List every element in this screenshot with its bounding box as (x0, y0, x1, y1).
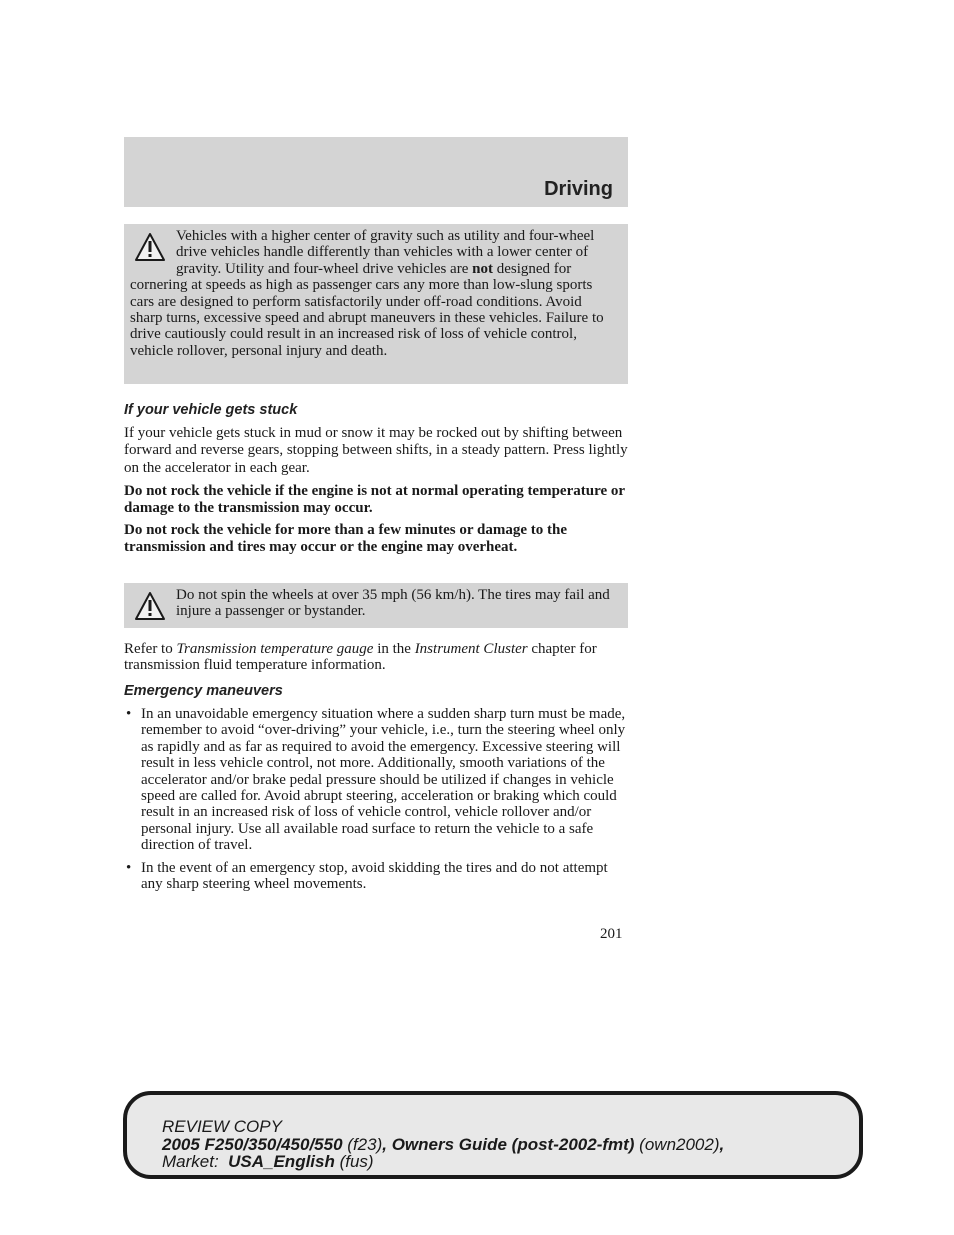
refer-gauge-link: Transmission temperature gauge (176, 641, 374, 657)
emergency-section (124, 683, 628, 701)
review-market-label: Market: (162, 1152, 229, 1171)
warning-emphasis: not (472, 260, 493, 277)
section-title: Driving (544, 178, 613, 200)
refer-text: in the (373, 641, 415, 657)
refer-paragraph (124, 641, 628, 674)
warning-box-wheel-spin (124, 583, 628, 628)
list-item: • In an unavoidable emergency situation where a sudden sharp turn must be made, remember to avoid “over-driving” your vehicle, i.e., turn the steering wheel only as rapidly and as far as required to avoid the emergency. Excessive steering will result in less vehicle control, not more. Additionally, smooth variations of the accelerator and/or brake pedal pressure should be utilized if changes in vehicle speed are called for. Avoid abrupt steering, acceleration or braking which could result in an increased risk of loss of vehicle control, vehicle rollover and/or personal injury. Use all available road surface to return the vehicle to a safe direction of travel. (124, 706, 628, 854)
review-comma: , (719, 1134, 725, 1154)
review-market: USA_English (228, 1152, 335, 1171)
warning-triangle-icon (134, 232, 166, 262)
review-guide-code: (own2002) (634, 1134, 720, 1154)
refer-chapter-link: Instrument Cluster (414, 641, 528, 657)
warning-text: Do not spin the wheels at over 35 mph (56 km/h). The tires may fail and injure a passenger or bystander. (176, 587, 610, 620)
page-number: 201 (600, 926, 623, 942)
refer-text: Refer to (124, 641, 177, 657)
review-market-code: (fus) (334, 1152, 374, 1171)
warning-triangle-icon (134, 591, 166, 621)
warning-text: Vehicles with a higher center of gravity such as utility and four-wheel drive vehicles handle differently than vehicles with a lower center of gravity. Utility and four-wheel drive vehicles are (176, 228, 595, 277)
review-label: REVIEW COPY (162, 1117, 282, 1136)
stuck-section (124, 402, 628, 555)
rock-caution-1: Do not rock the vehicle if the engine is not at normal operating temperature or damage to the transmission may occur. (124, 483, 625, 516)
review-model-line (162, 1136, 724, 1154)
stuck-paragraph: If your vehicle gets stuck in mud or snow it may be rocked out by shifting between forward and reverse gears, stopping between shifts, in a steady pattern. Press lightly on the accelerator in each gear. (124, 424, 628, 476)
section-header-band (124, 137, 628, 207)
list-item: • In the event of an emergency stop, avoid skidding the tires and do not attempt any sharp steering wheel movements. (124, 860, 628, 893)
subheading-stuck: If your vehicle gets stuck (124, 402, 298, 418)
rock-caution-2: Do not rock the vehicle for more than a few minutes or damage to the transmission and tires may occur or the engine may overheat. (124, 522, 567, 555)
subheading-emergency: Emergency maneuvers (124, 683, 283, 699)
emergency-bullet-list (124, 706, 628, 898)
refer-text: chapter for transmission fluid temperature information. (124, 641, 597, 674)
review-model: 2005 F250/350/450/550 (162, 1134, 343, 1154)
warning-text-continued: designed for cornering at speeds as high as passenger cars any more than low-slung sports cars are designed to perform satisfactorily under off-road conditions. Avoid sharp turns, excessive speed and abrupt maneuvers in these vehicles. Failure to drive cautiously could result in an increased risk of loss of vehicle control, vehicle rollover, personal injury and death. (130, 260, 604, 359)
review-model-code: (f23) (342, 1134, 383, 1154)
review-copy-text (162, 1118, 724, 1171)
review-market-line (162, 1153, 724, 1171)
warning-box-center-of-gravity (124, 224, 628, 384)
review-guide: , Owners Guide (post-2002-fmt) (382, 1134, 635, 1154)
